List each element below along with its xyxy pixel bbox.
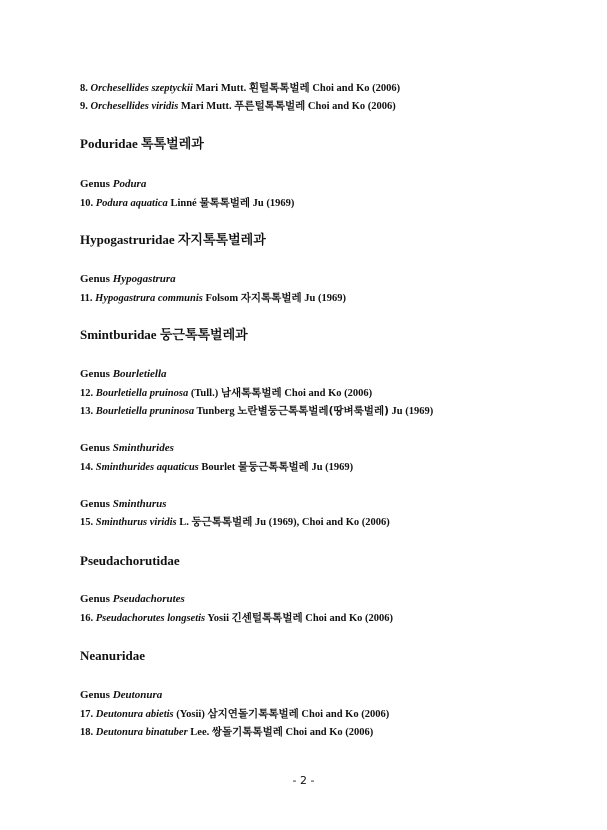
genus-heading-deutonura [80,688,162,702]
korean-name: 물톡톡벌레 [199,197,251,209]
reference: Choi and Ko (2006) [305,613,394,624]
genus-label: Genus [80,442,110,454]
scientific-name: Bourletiella pruinosa [95,388,189,399]
genus-name: Pseudachorutes [112,593,185,605]
korean-name: 흰털톡톡벌레 [248,82,310,94]
genus-name: Podura [112,178,147,190]
korean-name: 자지톡톡벌레 [240,292,302,304]
genus-heading-sminthurus [80,497,167,511]
korean-name: 긴센털톡톡벌레 [231,612,303,624]
korean-name: 남새톡톡벌레 [220,387,282,399]
scientific-name: Orchesellides szeptyckii [90,83,193,94]
genus-name: Deutonura [112,689,163,701]
genus-label: Genus [80,273,110,285]
family-latin: Pseudachorutidae [80,553,180,568]
family-korean: 자지톡톡벌레과 [177,233,266,248]
reference: Choi and Ko (2006) [284,388,373,399]
scientific-name: Deutonura binatuber [95,727,188,738]
genus-label: Genus [80,498,110,510]
scientific-name: Podura aquatica [95,198,168,209]
reference: Ju (1969) [391,406,434,417]
species-entry-15 [80,515,390,530]
family-latin: Hypogastruridae [80,232,175,247]
family-heading-pseudachorutidae [80,553,180,569]
scientific-name: Pseudachorutes longsetis [95,613,206,624]
reference: Ju (1969) [304,293,346,304]
family-heading-smintburidae [80,327,248,344]
reference: Ju (1969), Choi and Ko (2006) [254,517,390,528]
scientific-name: Bourletiella pruninosa [95,406,195,417]
entry-number: 14. [80,462,94,473]
reference: Choi and Ko (2006) [312,83,401,94]
korean-name: 쌍돌기톡톡벌레 [211,726,283,738]
species-entry-18 [80,725,373,740]
species-entry-11 [80,291,346,306]
korean-name: 노란별둥근톡톡벌레(땅벼룩벌레) [237,405,389,417]
genus-name: Sminthurides [112,442,174,454]
species-entry-14 [80,460,353,475]
genus-label: Genus [80,368,110,380]
author: Lee. [190,727,210,738]
entry-number: 9. [80,101,88,112]
genus-heading-pseudachorutes [80,592,185,606]
scientific-name: Orchesellides viridis [90,101,179,112]
entry-number: 15. [80,517,94,528]
entry-number: 18. [80,727,94,738]
korean-name: 푸른털톡톡벌레 [234,100,306,112]
genus-heading-bourletiella [80,367,167,381]
scientific-name: Sminthurus viridis [95,517,177,528]
scientific-name: Hypogastrura communis [95,293,203,304]
family-heading-neanuridae [80,648,145,664]
entry-number: 8. [80,83,88,94]
entry-number: 13. [80,406,94,417]
korean-name: 물둥근톡톡벌레 [237,461,309,473]
entry-number: 10. [80,198,94,209]
entry-number: 11. [80,293,93,304]
species-entry-10 [80,196,294,211]
author: Linné [170,198,197,209]
reference: Choi and Ko (2006) [307,101,396,112]
genus-heading-hypogastrura [80,272,176,286]
genus-name: Sminthurus [112,498,167,510]
family-heading-hypogastruridae [80,232,266,249]
author: Tunberg [196,406,235,417]
species-entry-17 [80,707,389,722]
author: Mari Mutt. [195,83,247,94]
entry-number: 16. [80,613,94,624]
genus-heading-sminthurides [80,441,174,455]
author: Folsom [205,293,239,304]
species-entry-16 [80,611,393,626]
family-latin: Poduridae [80,136,138,151]
species-entry-9 [80,99,396,114]
species-entry-13 [80,404,433,419]
family-korean: 둥근톡톡벌레과 [159,328,248,343]
genus-heading-podura [80,177,146,191]
author: (Yosii) [176,709,205,720]
species-entry-8 [80,81,400,96]
family-heading-poduridae [80,136,204,153]
scientific-name: Sminthurides aquaticus [95,462,199,473]
genus-label: Genus [80,593,110,605]
reference: Choi and Ko (2006) [285,727,374,738]
author: (Tull.) [190,388,219,399]
species-entry-12 [80,386,372,401]
reference: Choi and Ko (2006) [301,709,390,720]
author: Yosii [207,613,229,624]
entry-number: 17. [80,709,94,720]
author: Bourlet [201,462,236,473]
korean-name: 삼지연돌기톡톡벌레 [207,708,299,720]
page-number: - 2 - [292,774,315,787]
family-latin: Neanuridae [80,648,145,663]
author: L. [179,517,189,528]
reference: Ju (1969) [252,198,295,209]
genus-label: Genus [80,689,110,701]
korean-name: 둥근톡톡벌레 [191,516,253,528]
reference: Ju (1969) [311,462,354,473]
genus-name: Bourletiella [112,368,167,380]
genus-label: Genus [80,178,110,190]
family-latin: Smintburidae [80,327,157,342]
entry-number: 12. [80,388,94,399]
author: Mari Mutt. [180,101,232,112]
scientific-name: Deutonura abietis [95,709,174,720]
genus-name: Hypogastrura [112,273,176,285]
family-korean: 톡톡벌레과 [141,137,204,152]
